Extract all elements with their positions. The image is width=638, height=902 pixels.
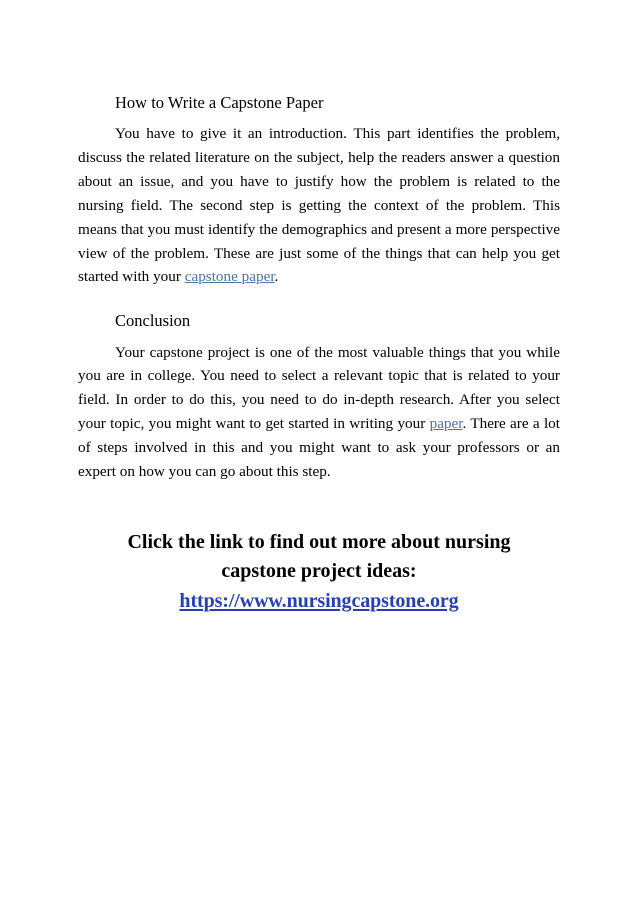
top-margin-spacer (78, 0, 560, 92)
page-content (78, 0, 560, 613)
paragraph-text-part-1: You have to give it an introduction. This part identifies the problem, discuss the related literature on the subject, help the readers answer a question about an issue, and you have to justify how the problem is related to the nursing field. The second step is getting the context of the problem. This means that you must identify the demographics and present a more perspective view of the problem. These are just some of the things that can help you get started with your (78, 125, 560, 286)
spacer (78, 333, 560, 341)
section-heading-how-to-write: How to Write a Capstone Paper (115, 93, 324, 112)
cta-line-1: Click the link to find out more about nursing (127, 530, 511, 553)
spacer (78, 484, 560, 528)
spacer (78, 289, 560, 310)
paragraph-text-part-2: . There are a lot of steps involved in this and you might want to ask your professors or an expert on how you can go about this step. (78, 415, 560, 480)
capstone-paper-link[interactable]: capstone paper (184, 268, 275, 286)
paragraph-how-to-write (78, 122, 560, 289)
paragraph-text-part-1: Your capstone project is one of the most valuable things that you while you are in college. You need to select a relevant topic that is related to your field. In order to do this, you need to do in-depth research. After you select your topic, you might want to get started in writing your (78, 343, 560, 433)
call-to-action-heading (78, 528, 560, 587)
nursingcapstone-url-link[interactable]: https://www.nursingcapstone.org (179, 589, 459, 612)
spacer (78, 114, 560, 122)
paragraph-conclusion (78, 341, 560, 484)
paper-link[interactable]: paper (429, 415, 463, 433)
cta-line-2: capstone project ideas: (221, 560, 417, 583)
section-heading-conclusion: Conclusion (115, 311, 191, 331)
paragraph-text-part-2: . (274, 268, 279, 286)
cta-url-container (78, 590, 560, 613)
